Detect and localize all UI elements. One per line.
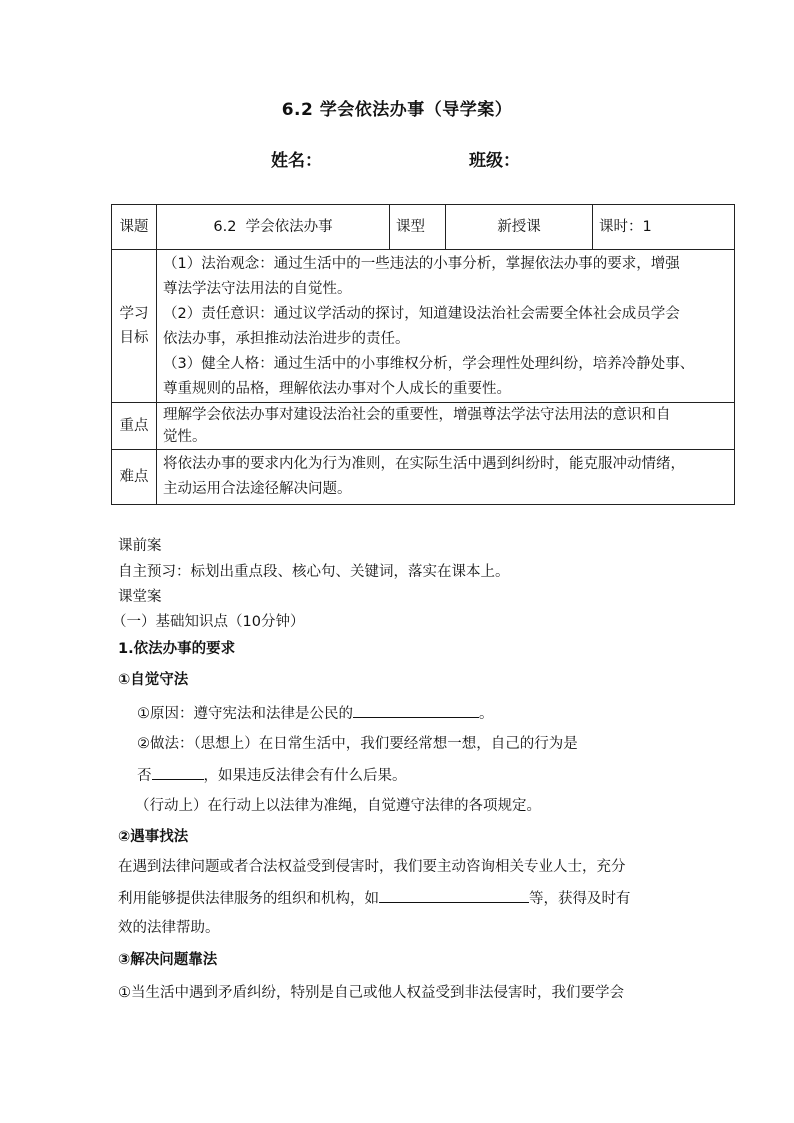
period-value: 课时：1 <box>593 205 735 250</box>
method-text-a: 否 <box>137 768 152 784</box>
key-line: 觉性。 <box>163 429 207 445</box>
goals-content <box>157 250 735 403</box>
reason-text: ①原因：遵守宪法和法律是公民的 <box>137 706 353 722</box>
law-text-b: 等，获得及时有 <box>529 891 631 907</box>
class-label: 班级： <box>469 151 520 171</box>
law-text-a: 利用能够提供法律服务的组织和机构，如 <box>118 891 379 907</box>
key-line: 理解学会依法办事对建设法治社会的重要性，增强尊法学法守法用法的意识和自 <box>163 407 671 423</box>
goal-line: 依法办事，承担推动法治进步的责任。 <box>163 330 410 347</box>
goals-label-line: 目标 <box>119 330 149 346</box>
topic-value: 6.2 学会依法办事 <box>157 205 390 250</box>
table-row <box>112 450 735 505</box>
law-line-3: 效的法律帮助。 <box>118 920 220 936</box>
fill-blank[interactable] <box>152 765 204 780</box>
subheading-solve-by-law: ③解决问题靠法 <box>118 952 218 968</box>
in-class-heading: 课堂案 <box>118 589 162 605</box>
action-line: （行动上）在行动上以法律为准绳，自觉遵守法律的各项规定。 <box>135 798 541 814</box>
difficulty-label: 难点 <box>112 450 157 505</box>
goal-line: 尊重规则的品格，理解依法办事对个人成长的重要性。 <box>163 380 511 397</box>
fill-blank[interactable] <box>379 888 529 903</box>
goal-line: 尊法学法守法用法的自觉性。 <box>163 280 352 297</box>
difficulty-line: 主动运用合法途径解决问题。 <box>163 481 352 497</box>
table-row <box>112 250 735 403</box>
reason-line <box>137 703 494 724</box>
fill-blank[interactable] <box>353 703 479 718</box>
goal-line: （2）责任意识：通过议学活动的探讨，知道建设法治社会需要全体社会成员学会 <box>163 305 680 322</box>
table-row <box>112 403 735 450</box>
method-line-2 <box>137 765 407 786</box>
subheading-obey-law: ①自觉守法 <box>118 672 189 688</box>
table-row <box>112 205 735 250</box>
topic-label: 课题 <box>112 205 157 250</box>
subheading-seek-law: ②遇事找法 <box>118 829 189 845</box>
law-line-2 <box>118 888 631 909</box>
reason-end: 。 <box>479 706 494 722</box>
solve-line-1: ①当生活中遇到矛盾纠纷，特别是自己或他人权益受到非法侵害时，我们要学会 <box>118 985 624 1001</box>
pre-class-heading: 课前案 <box>118 538 162 554</box>
key-content <box>157 403 735 450</box>
key-label: 重点 <box>112 403 157 450</box>
goals-label <box>112 250 157 403</box>
method-line-1: ②做法：（思想上）在日常生活中，我们要经常想一想，自己的行为是 <box>137 736 578 752</box>
lesson-info-table <box>111 204 735 505</box>
type-value: 新授课 <box>446 205 593 250</box>
law-line-1: 在遇到法律问题或者合法权益受到侵害时，我们要主动咨询相关专业人士，充分 <box>118 859 626 875</box>
type-label: 课型 <box>390 205 446 250</box>
goals-label-line: 学习 <box>119 306 149 322</box>
section-one-heading: （一）基础知识点（10分钟） <box>112 614 305 630</box>
document-title: 6.2 学会依法办事（导学案） <box>281 100 513 120</box>
difficulty-line: 将依法办事的要求内化为行为准则，在实际生活中遇到纠纷时，能克服冲动情绪， <box>163 456 685 472</box>
difficulty-content <box>157 450 735 505</box>
heading-requirements: 1.依法办事的要求 <box>118 641 236 657</box>
goal-line: （3）健全人格：通过生活中的小事维权分析，学会理性处理纠纷，培养冷静处事、 <box>163 355 695 372</box>
method-text-b: ，如果违反法律会有什么后果。 <box>203 768 407 784</box>
goal-line: （1）法治观念：通过生活中的一些违法的小事分析，掌握依法办事的要求，增强 <box>163 255 680 272</box>
self-study-text: 自主预习：标划出重点段、核心句、关键词，落实在课本上。 <box>118 564 510 580</box>
name-label: 姓名： <box>271 151 322 171</box>
